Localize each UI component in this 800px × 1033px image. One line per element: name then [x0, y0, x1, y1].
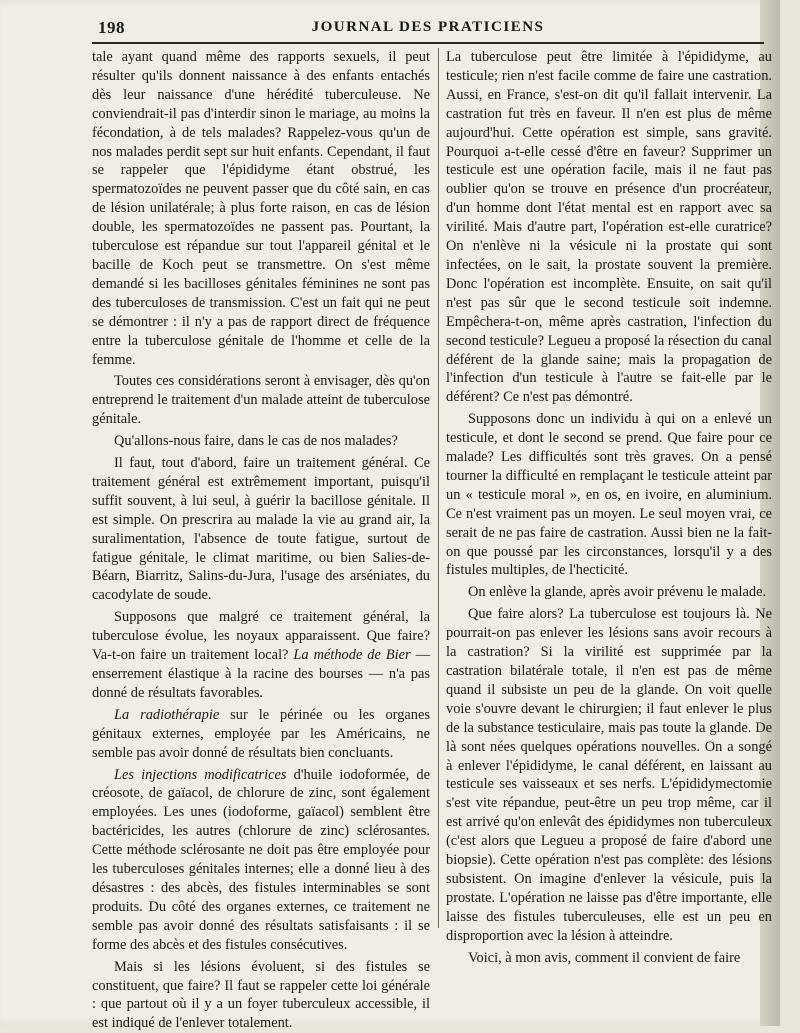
paragraph: Il faut, tout d'abord, faire un traitement général. Ce traitement général est extrêmement important, puisqu'il suffit souvent, à lui seul, à guérir la bacillose génitale. Il est simple. On prescrira au malade la vie au grand air, la suralimentation, l'absence de toute fatigue, surtout de fatigue génitale, le climat maritime, ou bien Salies-de-Béarn, Biarritz, Salins-du-Jura, l'usage des arséniates, du cacodylate de soude. [92, 455, 430, 604]
paragraph: On enlève la glande, après avoir prévenu le malade. [468, 584, 767, 601]
paragraph: Que faire alors? La tuberculose est toujours là. Ne pourrait-on pas enlever les lésions sans avoir recours à la castration? Si la virilité est supprimée par la castration bilatérale totale, il n'en est pas de même quand il subsiste un peu de la glande. On voit quelle voie s'ouvre devant le chirurgien; il faut enlever le plus de la substance testiculaire, mais pas toute la glande. De là sont nées quelques opérations nouvelles. On a songé à enlever l'épididyme, le canal déférent, en laissant au testicule ses vaisseaux et ses nerfs. L'épididymectomie s'est vite répandue, peut-être un peu trop même, car il est arrivé qu'on enlevât des épididymes non tuberculeux (c'est alors que Legueu a proposé de faire d'abord une biopsie). Cette opération n'est pas complète: des lésions subsistent. On imagine d'enlever la vésicule, puis la prostate. L'opération ne laisse pas d'être importante, elle laisse des fistules tuberculeuses, elle est un peu en disproportion avec la lésion à atteindre. [446, 606, 772, 944]
text-run: sur le périnée ou les organes génitaux externes, employée par les Américains, ne semble pas avoir donné de résultats bien concluants. [92, 706, 430, 761]
text-run: d'huile iodoformée, de créosote, de gaïacol, de chlorure de zinc, sont également employées. Les unes (iodoforme, gaïacol) semblent être bactéricides, les autres (chlorure de zinc) sclérosantes. Cette méthode sclérosante ne doit pas être employée pour les tuberculoses génitales internes; elle a donné lieu à des désastres : des abcès, des fistules interminables se sont produits. Du côté des organes externes, ce traitement ne semble pas avoir donné des résultats satisfaisants : il se forme des abcès et des fistules consécutives. [92, 766, 430, 953]
paragraph: La tuberculose peut être limitée à l'épididyme, au testicule; rien n'est facile comme de faire une castration. Aussi, en France, s'est-on dit qu'il fallait intervenir. La castration fut très en faveur. Il n'en est plus de même aujourd'hui. Cette opération est simple, sans gravité. Pourquoi a-t-elle cessé d'être en faveur? Supprimer un testicule est une opération facile, mais il ne faut pas oublier qu'on se trouve en présence d'un procréateur, d'un homme dont l'état mental est en rapport avec sa virilité. Mais d'autre part, l'opération est-elle curatrice? On n'enlève ni la vésicule ni la prostate qui sont infectées, on le sait, la prostate souvent la première. Donc l'opération est incomplète. Ensuite, on sait qu'il n'est pas sûr que le second testicule soit indemne. Empêchera-t-on, même après castration, l'infection du second testicule? Legueu a proposé la résection du canal déférent de la glande saine; mais la propagation de l'infection d'un testicule à l'autre se fait-elle par le déférent? Ce n'est pas démontré. [446, 49, 772, 406]
paragraph [92, 766, 430, 955]
column-divider [438, 48, 439, 928]
text-run: — enserrement élastique à la racine des bourses — n'a pas donné de résultats favorables. [92, 647, 430, 701]
paragraph: Toutes ces considérations seront à envisager, dès qu'on entreprend le traitement d'un malade atteint de tuberculose génitale. [92, 373, 430, 428]
paragraph: tale ayant quand même des rapports sexuels, il peut résulter qu'ils donnent naissance à des enfants entachés dès leur naissance d'une hérédité tuberculeuse. Ne conviendrait-il pas d'interdir sinon le mariage, au moins la fécondation, à de tels malades? Rappelez-vous qu'un de nos malades perdit sept sur huit enfants. Cependant, il faut se rappeler que l'épididyme étant obstrué, les spermatozoïdes ne peuvent passer que du côté sain, en cas de lésion unilatérale; à plus forte raison, en cas de lésion double, les spermatozoïdes ne passent pas. Pourtant, la tuberculose est répandue sur tout l'appareil génital et le bacille de Koch peut se transmettre. On s'est même demandé si les bacilloses génitales féminines ne sont pas des tuberculoses de transmission. C'est un fait qui ne peut se démontrer : il n'y a pas de rapport direct de fréquence entre la tuberculose génitale de l'homme et celle de la femme. [92, 49, 430, 368]
paragraph: Voici, à mon avis, comment il convient de faire [468, 949, 741, 966]
paragraph: Qu'allons-nous faire, dans le cas de nos malades? [114, 433, 398, 450]
page-header [92, 16, 764, 42]
text-run: Supposons que malgré ce traitement général, la tuberculose évolue, les noyaux apparaissent. Que faire? Va-t-on faire un traitement local? [92, 609, 430, 664]
italic-term: Les injections modificatrices [114, 766, 287, 783]
paragraph [92, 706, 430, 763]
italic-term: La radiothérapie [114, 706, 220, 723]
right-column [446, 48, 772, 966]
running-title: JOURNAL DES PRATICIENS [311, 19, 545, 35]
left-column [92, 48, 430, 1032]
page-number: 198 [98, 18, 125, 37]
paragraph: Mais si les lésions évoluent, si des fistules se constituent, que faire? Il faut se rappeler cette loi générale : que partout où il y a un foyer tuberculeux accessible, il est indiqué de l'enlever totalement. [92, 958, 430, 1032]
header-rule [92, 42, 764, 44]
paragraph [92, 608, 430, 703]
italic-term: La méthode de Bier [293, 647, 411, 664]
paragraph: Supposons donc un individu à qui on a enlevé un testicule, et dont le second se prend. Que faire pour ce malade? Les difficultés sont très graves. On a pensé tourner la difficulté en remplaçant le testicule atteint par un « testicule moral », en os, en ivoire, en aluminium. Ce n'est vraiment pas un moyen. Le seul moyen vrai, ce serait de ne pas faire de castration. Aussi bien ne la fait-on que poussé par les circonstances, lorsqu'il y a des fistules multiples, de l'hecticité. [446, 411, 772, 579]
